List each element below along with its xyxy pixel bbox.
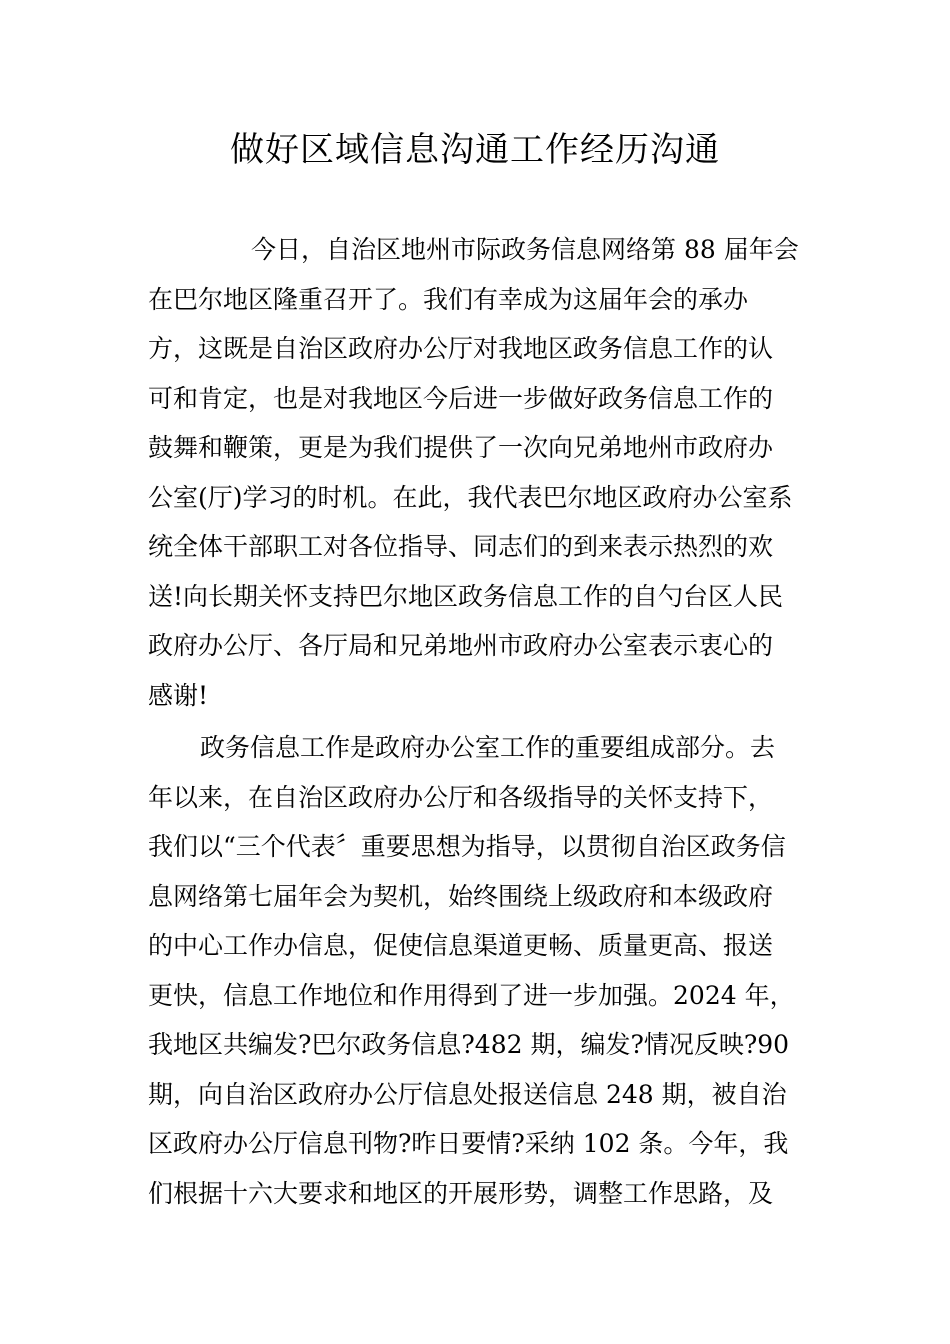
- paragraph-line: 年以来，在自治区政府办公厅和各级指导的关怀支持下，: [148, 782, 774, 812]
- paragraph-line: 的中心工作办信息，促使信息渠道更畅、质量更高、报送: [148, 931, 774, 960]
- paragraph-line: 方，这既是自治区政府办公厅对我地区政务信息工作的认: [148, 334, 774, 363]
- paragraph-line: 息网络第七届年会为契机，始终围绕上级政府和本级政府: [148, 881, 774, 911]
- paragraph-line: 我们以“三个代表〞重要思想为指导，以贯彻自治区政务信: [148, 832, 786, 861]
- paragraph-line: 政务信息工作是政府办公室工作的重要组成部分。去: [200, 733, 776, 762]
- paragraph-line: 统全体干部职工对各位指导、同志们的到来表示热烈的欢: [148, 532, 774, 561]
- paragraph-line: 区政府办公厅信息刊物?昨日要情?采纳 102 条。今年，我: [148, 1129, 789, 1158]
- paragraph-line: 我地区共编发?巴尔政务信息?482 期，编发?情况反映?90: [148, 1030, 790, 1059]
- paragraph-line: 在巴尔地区隆重召开了。我们有幸成为这届年会的承办: [148, 284, 749, 314]
- paragraph-line: 感谢!: [148, 680, 209, 710]
- paragraph-line: 今日，自治区地州市际政务信息网络第 88 届年会: [251, 235, 799, 264]
- paragraph-1: [148, 225, 808, 720]
- paragraph-line: 期，向自治区政府办公厅信息处报送信息 248 期，被自治: [148, 1079, 787, 1109]
- paragraph-line: 们根据十六大要求和地区的开展形势，调整工作思路，及: [148, 1178, 774, 1208]
- paragraph-line: 公室(厅)学习的时机。在此，我代表巴尔地区政府办公室系: [148, 482, 793, 512]
- document-title: 做好区域信息沟通工作经历沟通: [230, 130, 720, 170]
- paragraph-line: 更快，信息工作地位和作用得到了进一步加强。2024 年，: [148, 980, 795, 1010]
- paragraph-line: 政府办公厅、各厅局和兄弟地州市政府办公室表示衷心的: [148, 631, 774, 660]
- paragraph-line: 鼓舞和鞭策，更是为我们提供了一次向兄弟地州市政府办: [148, 433, 774, 462]
- paragraph-2: [148, 723, 808, 1218]
- paragraph-line: 可和肯定，也是对我地区今后进一步做好政务信息工作的: [148, 383, 774, 413]
- paragraph-line: 送!向长期关怀支持巴尔地区政务信息工作的自勺台区人民: [148, 581, 784, 611]
